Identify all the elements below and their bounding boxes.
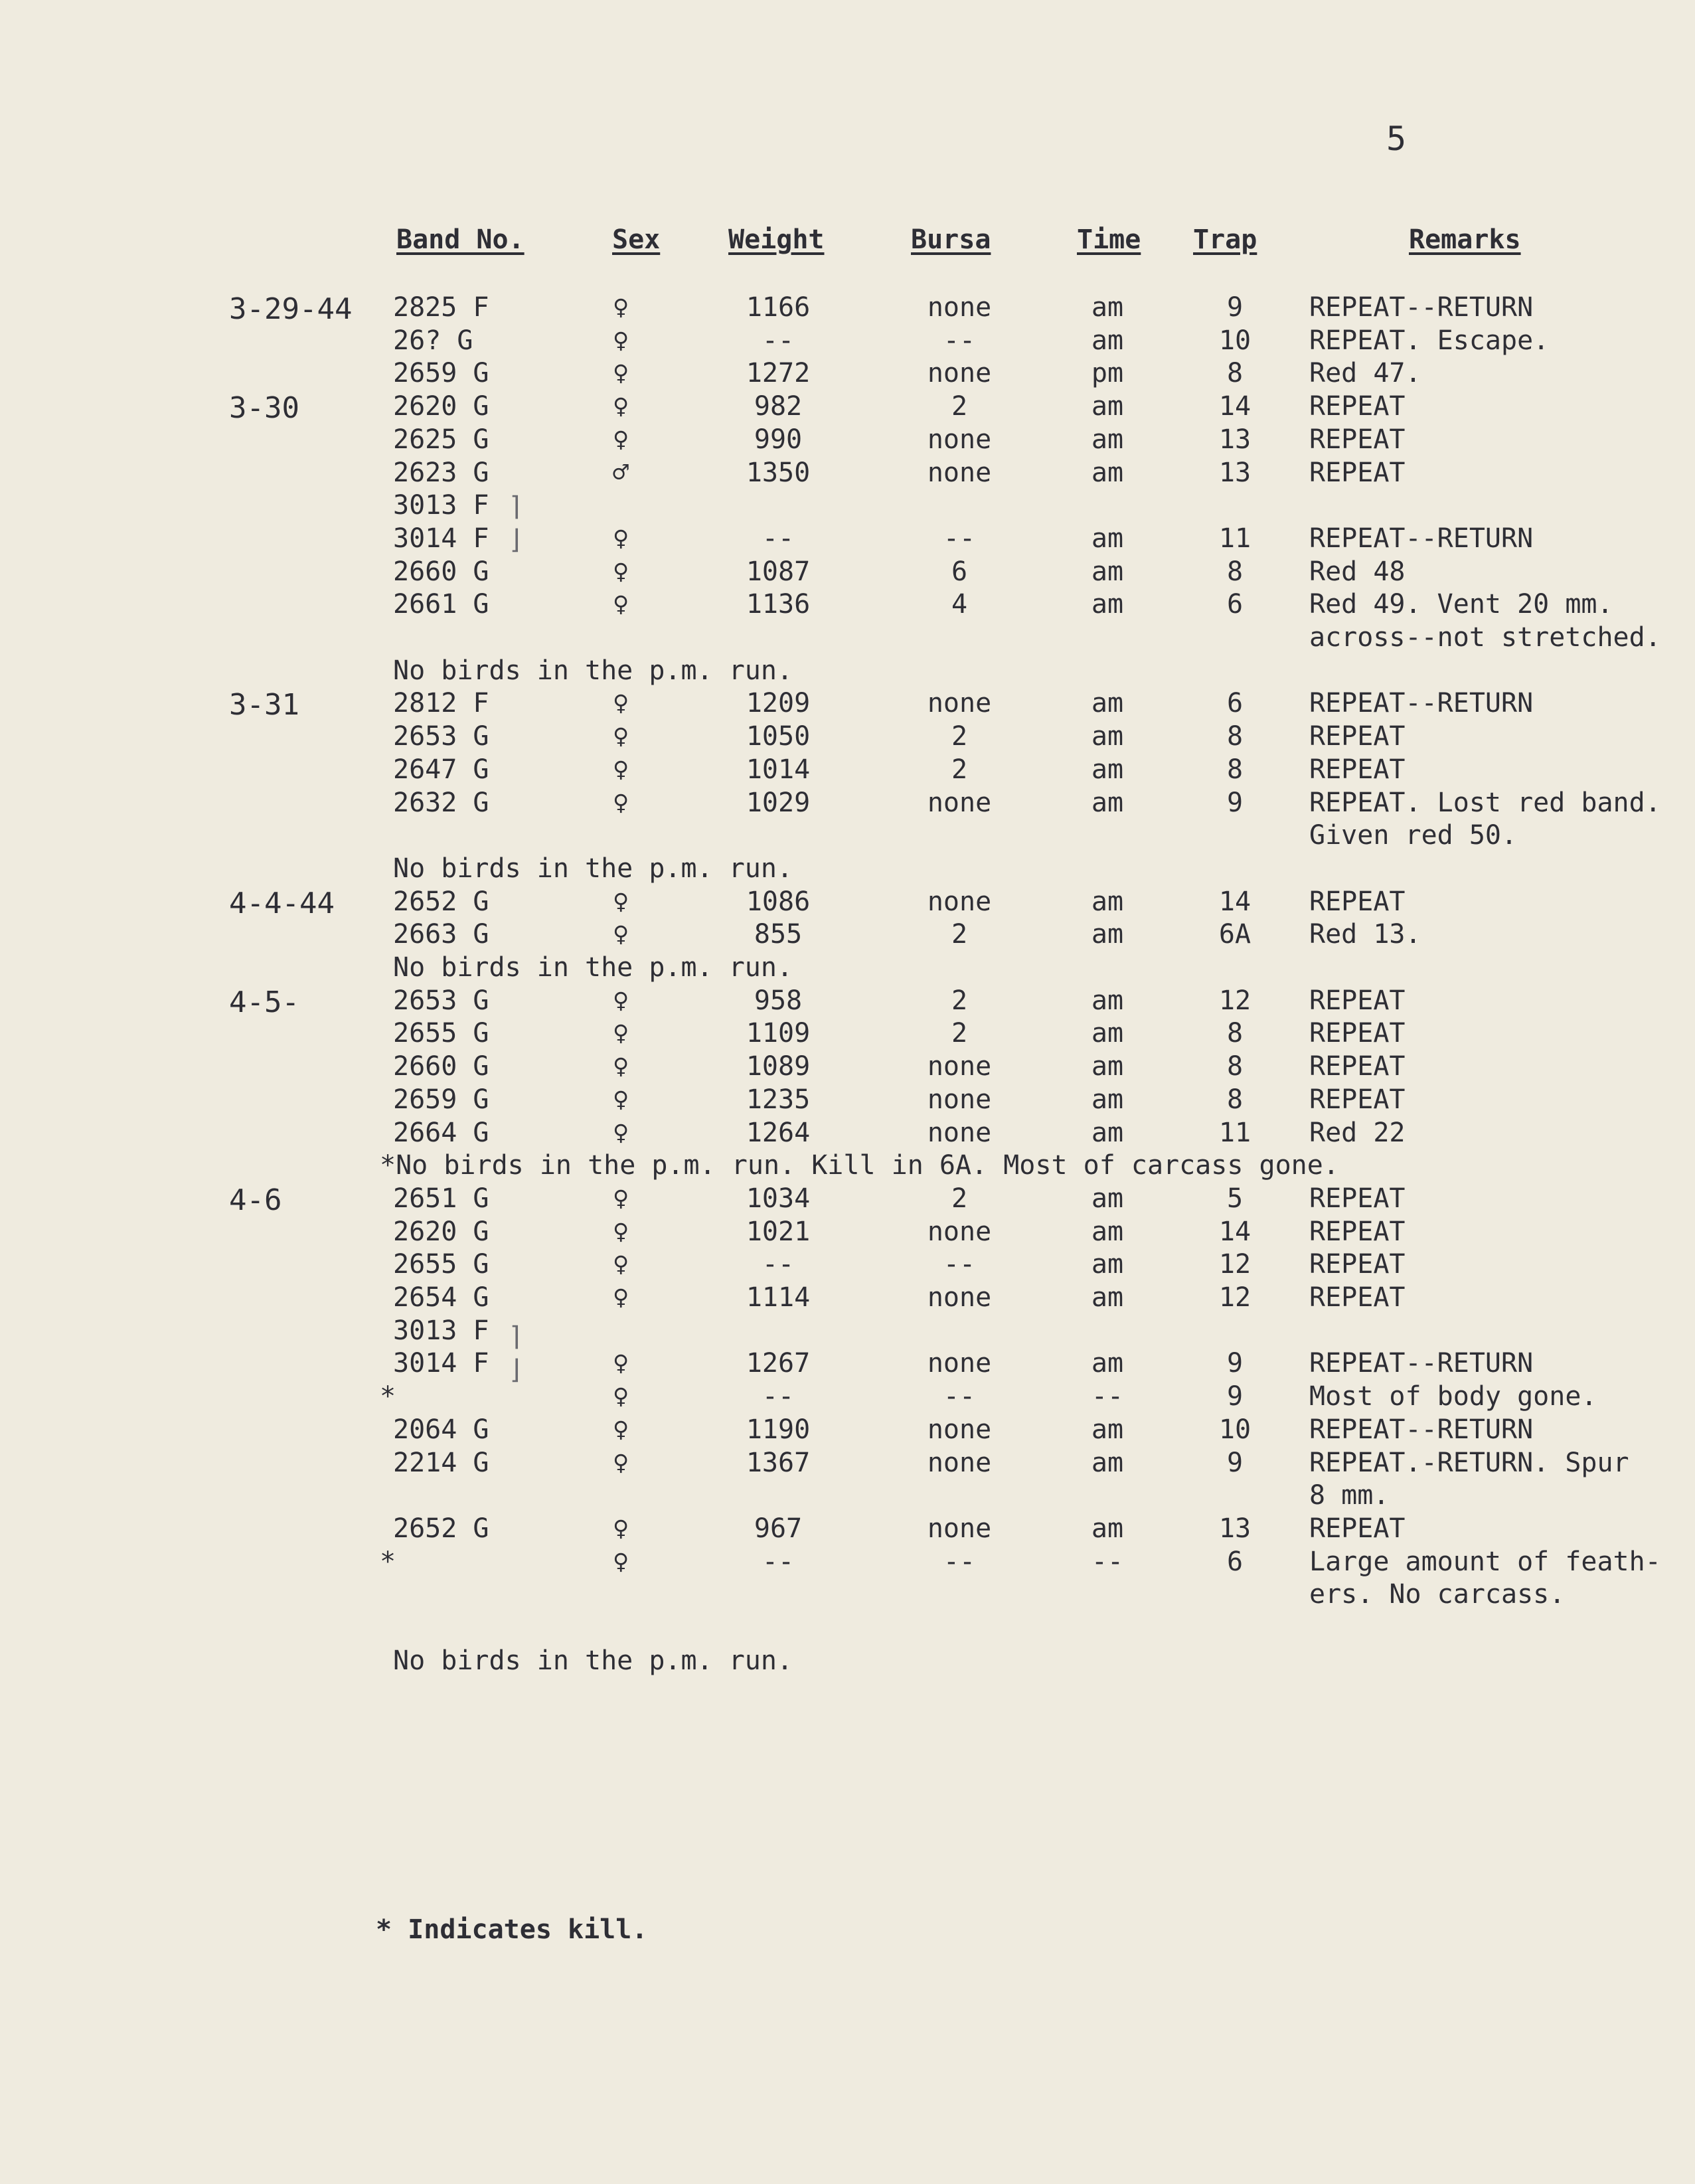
table-row	[0, 1612, 1695, 1644]
band-number: 2659 G	[393, 358, 489, 389]
weight-value: --	[762, 1249, 795, 1280]
trap-number: 13	[1218, 424, 1251, 455]
sex-symbol: ♂	[612, 457, 629, 488]
band-number: 2620 G	[393, 1216, 489, 1247]
time-value: am	[1091, 1513, 1124, 1544]
band-number: 2652 G	[393, 886, 489, 917]
remarks-text: REPEAT	[1309, 985, 1406, 1016]
table-row	[0, 754, 1695, 786]
table-row	[0, 458, 1695, 489]
remarks-text: Large amount of feath-	[1309, 1546, 1661, 1577]
bursa-value: 2	[951, 754, 968, 785]
table-row	[0, 820, 1695, 852]
note-row	[0, 952, 1695, 984]
bursa-value: --	[943, 1381, 976, 1412]
table-row	[0, 788, 1695, 819]
table-row	[0, 622, 1695, 654]
sex-symbol: ♀	[612, 787, 629, 818]
weight-value: 1264	[746, 1117, 811, 1148]
trap-number: 9	[1226, 1447, 1244, 1478]
header-bursa: Bursa	[911, 224, 991, 255]
table-row	[0, 1348, 1695, 1380]
trap-number: 9	[1226, 292, 1244, 323]
table-row	[0, 1547, 1695, 1578]
trap-number: 14	[1218, 391, 1251, 422]
sex-symbol: ♀	[612, 424, 629, 455]
remarks-text: REPEAT	[1309, 457, 1406, 488]
band-number: 2660 G	[393, 556, 489, 587]
note-row	[0, 1150, 1695, 1182]
band-number: 3014 F	[393, 1348, 489, 1379]
bursa-value: --	[943, 1546, 976, 1577]
remarks-text: REPEAT	[1309, 1216, 1406, 1247]
sex-symbol: ♀	[612, 1282, 629, 1313]
table-row	[0, 1084, 1695, 1116]
table-row	[0, 1381, 1695, 1413]
row-date: 4-4-44	[229, 886, 335, 920]
bursa-value: none	[927, 1216, 992, 1247]
header-time: Time	[1077, 224, 1141, 255]
remarks-text: REPEAT	[1309, 1282, 1406, 1313]
table-row	[0, 391, 1695, 426]
trap-number: 13	[1218, 1513, 1251, 1544]
band-number: 2632 G	[393, 787, 489, 818]
bracket-mark: ⌉	[508, 491, 525, 522]
band-number: 2653 G	[393, 721, 489, 752]
bursa-value: --	[943, 325, 976, 356]
trap-number: 6	[1226, 1546, 1244, 1577]
bursa-value: none	[927, 292, 992, 323]
band-number: 2651 G	[393, 1183, 489, 1214]
band-number: 2659 G	[393, 1084, 489, 1115]
weight-value: --	[762, 1546, 795, 1577]
table-row	[0, 1414, 1695, 1446]
bursa-value: 2	[951, 721, 968, 752]
weight-value: 1021	[746, 1216, 811, 1247]
band-number: 2653 G	[393, 985, 489, 1016]
weight-value: 1235	[746, 1084, 811, 1115]
bursa-value: none	[927, 457, 992, 488]
trap-number: 8	[1226, 1018, 1244, 1049]
sex-symbol: ♀	[612, 1513, 629, 1544]
table-row	[0, 1513, 1695, 1545]
remarks-text: REPEAT. Escape.	[1309, 325, 1550, 356]
table-row	[0, 1018, 1695, 1050]
remarks-text: REPEAT--RETURN	[1309, 1414, 1534, 1445]
table-row	[0, 1579, 1695, 1611]
remarks-text: REPEAT.-RETURN. Spur	[1309, 1447, 1629, 1478]
sex-symbol: ♀	[612, 1447, 629, 1478]
band-number: 2064 G	[393, 1414, 489, 1445]
table-row	[0, 490, 1695, 522]
bursa-value: --	[943, 1249, 976, 1280]
trap-number: 8	[1226, 721, 1244, 752]
bursa-value: 2	[951, 1183, 968, 1214]
bursa-value: none	[927, 886, 992, 917]
bursa-value: none	[927, 1282, 992, 1313]
time-value: am	[1091, 1348, 1124, 1379]
time-value: am	[1091, 787, 1124, 818]
time-value: am	[1091, 886, 1124, 917]
bursa-value: --	[943, 523, 976, 554]
time-value: am	[1091, 1249, 1124, 1280]
run-note: No birds in the p.m. run.	[393, 853, 793, 884]
row-date: 4-5-	[229, 985, 299, 1019]
time-value: am	[1091, 1414, 1124, 1445]
weight-value: 1350	[746, 457, 811, 488]
time-value: am	[1091, 1447, 1124, 1478]
trap-number: 6A	[1218, 919, 1251, 950]
sex-symbol: ♀	[612, 1216, 629, 1247]
table-row	[0, 1480, 1695, 1512]
time-value: am	[1091, 919, 1124, 950]
weight-value: --	[762, 1381, 795, 1412]
remarks-text: Given red 50.	[1309, 820, 1518, 851]
sex-symbol: ♀	[612, 919, 629, 950]
weight-value: --	[762, 523, 795, 554]
run-note: No birds in the p.m. run.	[393, 952, 793, 983]
page-number: 5	[1386, 120, 1407, 158]
band-number: 2825 F	[393, 292, 489, 323]
table-row	[0, 1217, 1695, 1248]
header-remarks: Remarks	[1409, 224, 1521, 255]
sex-symbol: ♀	[612, 325, 629, 356]
trap-number: 12	[1218, 1282, 1251, 1313]
band-number: 2664 G	[393, 1117, 489, 1148]
bursa-value: none	[927, 688, 992, 719]
trap-number: 11	[1218, 1117, 1251, 1148]
table-row	[0, 292, 1695, 324]
row-date: 3-29-44	[229, 292, 353, 326]
weight-value: 1190	[746, 1414, 811, 1445]
bracket-mark: ⌉	[508, 1321, 525, 1352]
row-date: 3-31	[229, 688, 299, 722]
sex-symbol: ♀	[612, 1084, 629, 1115]
band-number: 2647 G	[393, 754, 489, 785]
remarks-text: REPEAT	[1309, 391, 1406, 422]
table-row	[0, 1183, 1695, 1215]
table-row	[0, 919, 1695, 951]
weight-value: 1087	[746, 556, 811, 587]
weight-value: 1209	[746, 688, 811, 719]
remarks-text: REPEAT--RETURN	[1309, 688, 1534, 719]
bursa-value: none	[927, 1084, 992, 1115]
sex-symbol: ♀	[612, 292, 629, 323]
sex-symbol: ♀	[612, 1348, 629, 1379]
band-number: 3014 F	[393, 523, 489, 554]
band-number: 2663 G	[393, 919, 489, 950]
time-value: pm	[1091, 358, 1124, 389]
run-note: No birds in the p.m. run.	[393, 655, 793, 686]
band-number: 2214 G	[393, 1447, 489, 1478]
sex-symbol: ♀	[612, 1117, 629, 1148]
sex-symbol: ♀	[612, 589, 629, 620]
band-number: *	[380, 1546, 396, 1577]
time-value: --	[1091, 1381, 1124, 1412]
row-date: 3-30	[229, 391, 299, 426]
trap-number: 5	[1226, 1183, 1244, 1214]
bursa-value: none	[927, 1117, 992, 1148]
bursa-value: none	[927, 787, 992, 818]
bursa-value: none	[927, 424, 992, 455]
weight-value: --	[762, 325, 795, 356]
weight-value: 1029	[746, 787, 811, 818]
trap-number: 6	[1226, 589, 1244, 620]
remarks-text: REPEAT	[1309, 1183, 1406, 1214]
time-value: am	[1091, 325, 1124, 356]
time-value: am	[1091, 523, 1124, 554]
band-number: 26? G	[393, 325, 473, 356]
band-number: 2661 G	[393, 589, 489, 620]
bursa-value: 2	[951, 391, 968, 422]
band-number: 2652 G	[393, 1513, 489, 1544]
trap-number: 14	[1218, 1216, 1251, 1247]
weight-value: 1089	[746, 1051, 811, 1082]
time-value: am	[1091, 589, 1124, 620]
remarks-text: Red 22	[1309, 1117, 1406, 1148]
time-value: am	[1091, 1282, 1124, 1313]
sex-symbol: ♀	[612, 1414, 629, 1445]
bursa-value: none	[927, 358, 992, 389]
sex-symbol: ♀	[612, 1249, 629, 1280]
table-row	[0, 1118, 1695, 1149]
run-note: *No birds in the p.m. run. Kill in 6A. Most of carcass gone.	[380, 1150, 1339, 1181]
remarks-text: Red 49. Vent 20 mm.	[1309, 589, 1613, 620]
sex-symbol: ♀	[612, 688, 629, 719]
time-value: --	[1091, 1546, 1124, 1577]
table-row	[0, 424, 1695, 456]
sex-symbol: ♀	[612, 886, 629, 917]
time-value: am	[1091, 1051, 1124, 1082]
row-date: 4-6	[229, 1183, 282, 1217]
remarks-text: REPEAT	[1309, 1051, 1406, 1082]
time-value: am	[1091, 1216, 1124, 1247]
time-value: am	[1091, 985, 1124, 1016]
table-row	[0, 1249, 1695, 1281]
remarks-text: REPEAT	[1309, 1249, 1406, 1280]
trap-number: 12	[1218, 1249, 1251, 1280]
sex-symbol: ♀	[612, 1381, 629, 1412]
weight-value: 1034	[746, 1183, 811, 1214]
weight-value: 1367	[746, 1447, 811, 1478]
band-number: 3013 F	[393, 1315, 489, 1346]
table-row	[0, 721, 1695, 753]
remarks-text: REPEAT	[1309, 1084, 1406, 1115]
weight-value: 1050	[746, 721, 811, 752]
sex-symbol: ♀	[612, 1546, 629, 1577]
remarks-text: REPEAT--RETURN	[1309, 1348, 1534, 1379]
trap-number: 11	[1218, 523, 1251, 554]
weight-value: 1109	[746, 1018, 811, 1049]
table-row	[0, 589, 1695, 621]
table-row	[0, 1448, 1695, 1479]
remarks-text: REPEAT	[1309, 886, 1406, 917]
weight-value: 1114	[746, 1282, 811, 1313]
weight-value: 1267	[746, 1348, 811, 1379]
table-row	[0, 556, 1695, 588]
note-row	[0, 1645, 1695, 1677]
weight-value: 982	[754, 391, 803, 422]
table-row	[0, 985, 1695, 1017]
table-row	[0, 1051, 1695, 1083]
trap-number: 10	[1218, 325, 1251, 356]
trap-number: 9	[1226, 1348, 1244, 1379]
weight-value: 958	[754, 985, 803, 1016]
remarks-text: REPEAT	[1309, 721, 1406, 752]
trap-number: 9	[1226, 787, 1244, 818]
time-value: am	[1091, 1117, 1124, 1148]
weight-value: 967	[754, 1513, 803, 1544]
weight-value: 1166	[746, 292, 811, 323]
band-number: 2654 G	[393, 1282, 489, 1313]
sex-symbol: ♀	[612, 985, 629, 1016]
bursa-value: 2	[951, 1018, 968, 1049]
sex-symbol: ♀	[612, 391, 629, 422]
bracket-mark: ⌋	[508, 1355, 525, 1385]
band-number: *	[380, 1381, 396, 1412]
bursa-value: none	[927, 1348, 992, 1379]
remarks-text: REPEAT--RETURN	[1309, 292, 1534, 323]
remarks-text: REPEAT--RETURN	[1309, 523, 1534, 554]
trap-number: 8	[1226, 358, 1244, 389]
bursa-value: 6	[951, 556, 968, 587]
note-row	[0, 655, 1695, 687]
trap-number: 10	[1218, 1414, 1251, 1445]
time-value: am	[1091, 754, 1124, 785]
table-row	[0, 1282, 1695, 1314]
band-number: 3013 F	[393, 490, 489, 521]
remarks-text: Red 47.	[1309, 358, 1421, 389]
time-value: am	[1091, 688, 1124, 719]
bursa-value: none	[927, 1513, 992, 1544]
bursa-value: none	[927, 1051, 992, 1082]
footnote: * Indicates kill.	[376, 1914, 648, 1945]
remarks-text: Red 48	[1309, 556, 1406, 587]
weight-value: 855	[754, 919, 803, 950]
weight-value: 1272	[746, 358, 811, 389]
trap-number: 8	[1226, 1051, 1244, 1082]
bursa-value: 2	[951, 985, 968, 1016]
header-trap: Trap	[1193, 224, 1257, 255]
remarks-text: ers. No carcass.	[1309, 1579, 1566, 1610]
header-weight: Weight	[728, 224, 825, 255]
trap-number: 8	[1226, 1084, 1244, 1115]
remarks-text: REPEAT	[1309, 424, 1406, 455]
time-value: am	[1091, 1183, 1124, 1214]
header-band-no: Band No.	[396, 224, 525, 255]
sex-symbol: ♀	[612, 1018, 629, 1049]
bursa-value: 4	[951, 589, 968, 620]
sex-symbol: ♀	[612, 721, 629, 752]
sex-symbol: ♀	[612, 754, 629, 785]
trap-number: 9	[1226, 1381, 1244, 1412]
sex-symbol: ♀	[612, 523, 629, 554]
header-sex: Sex	[612, 224, 661, 255]
band-number: 2812 F	[393, 688, 489, 719]
table-row	[0, 886, 1695, 918]
band-number: 2655 G	[393, 1249, 489, 1280]
remarks-text: across--not stretched.	[1309, 622, 1661, 653]
time-value: am	[1091, 721, 1124, 752]
bursa-value: none	[927, 1414, 992, 1445]
time-value: am	[1091, 1084, 1124, 1115]
remarks-text: REPEAT	[1309, 754, 1406, 785]
time-value: am	[1091, 1018, 1124, 1049]
time-value: am	[1091, 457, 1124, 488]
weight-value: 1086	[746, 886, 811, 917]
bursa-value: none	[927, 1447, 992, 1478]
table-row	[0, 325, 1695, 357]
weight-value: 990	[754, 424, 803, 455]
time-value: am	[1091, 424, 1124, 455]
trap-number: 6	[1226, 688, 1244, 719]
band-number: 2655 G	[393, 1018, 489, 1049]
trap-number: 13	[1218, 457, 1251, 488]
time-value: am	[1091, 556, 1124, 587]
weight-value: 1136	[746, 589, 811, 620]
band-number: 2620 G	[393, 391, 489, 422]
table-row	[0, 523, 1695, 555]
trap-number: 8	[1226, 556, 1244, 587]
remarks-text: REPEAT	[1309, 1018, 1406, 1049]
remarks-text: Most of body gone.	[1309, 1381, 1597, 1412]
sex-symbol: ♀	[612, 358, 629, 389]
band-number: 2660 G	[393, 1051, 489, 1082]
time-value: am	[1091, 391, 1124, 422]
band-number: 2623 G	[393, 457, 489, 488]
bursa-value: 2	[951, 919, 968, 950]
table-row	[0, 688, 1695, 720]
remarks-text: Red 13.	[1309, 919, 1421, 950]
bracket-mark: ⌋	[508, 525, 525, 555]
sex-symbol: ♀	[612, 1051, 629, 1082]
trap-number: 8	[1226, 754, 1244, 785]
note-row	[0, 853, 1695, 885]
weight-value: 1014	[746, 754, 811, 785]
table-row	[0, 358, 1695, 390]
table-row	[0, 1315, 1695, 1347]
remarks-text: 8 mm.	[1309, 1480, 1390, 1511]
trap-number: 14	[1218, 886, 1251, 917]
remarks-text: REPEAT	[1309, 1513, 1406, 1544]
run-note: No birds in the p.m. run.	[393, 1645, 793, 1676]
trap-number: 12	[1218, 985, 1251, 1016]
time-value: am	[1091, 292, 1124, 323]
sex-symbol: ♀	[612, 556, 629, 587]
sex-symbol: ♀	[612, 1183, 629, 1214]
band-number: 2625 G	[393, 424, 489, 455]
remarks-text: REPEAT. Lost red band.	[1309, 787, 1661, 818]
